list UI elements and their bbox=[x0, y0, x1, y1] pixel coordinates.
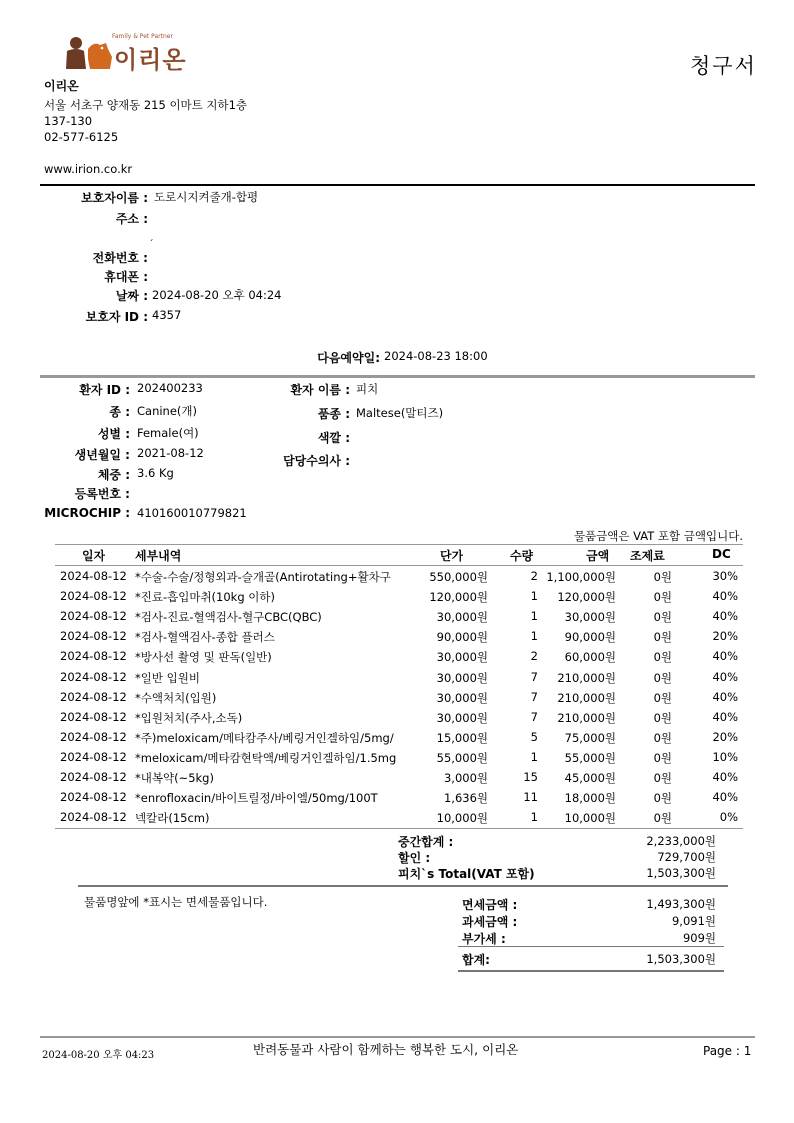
cell-qty: 1 bbox=[530, 589, 538, 604]
table-row bbox=[40, 569, 755, 589]
cell-dc: 40% bbox=[712, 709, 738, 724]
patient-name-label: 환자 이름 : bbox=[290, 383, 350, 397]
registration-label: 등록번호 : bbox=[74, 487, 130, 501]
vet-label: 담당수의사 : bbox=[283, 454, 350, 468]
document-title: 청구서 bbox=[690, 54, 757, 78]
cell-price: 30,000원 bbox=[436, 610, 488, 625]
sex: Female(여) bbox=[137, 426, 199, 440]
table-row bbox=[40, 790, 755, 810]
subtotal: 2,233,000원 bbox=[646, 834, 716, 848]
cell-qty: 1 bbox=[530, 609, 538, 624]
cell-tax: 0원 bbox=[653, 590, 672, 605]
cell-date: 2024-08-12 bbox=[60, 649, 127, 664]
date-label: 날짜 : bbox=[115, 289, 148, 303]
microchip-number: 410160010779821 bbox=[137, 506, 247, 520]
cell-date: 2024-08-12 bbox=[60, 810, 127, 825]
cell-price: 30,000원 bbox=[436, 710, 488, 725]
tax-box-bottom bbox=[458, 970, 724, 972]
cell-amount: 120,000원 bbox=[557, 590, 616, 605]
cell-dc: 40% bbox=[712, 649, 738, 664]
invoice-date: 2024-08-20 오후 04:24 bbox=[152, 288, 282, 302]
cell-amount: 90,000원 bbox=[564, 630, 616, 645]
cell-dc: 40% bbox=[712, 770, 738, 784]
table-header-line bbox=[55, 565, 743, 566]
cell-desc: *enrofloxacin/바이트릴정/바이엘/50mg/100T bbox=[135, 791, 378, 806]
cell-dc: 10% bbox=[712, 749, 738, 764]
guardian-address-label: 주소 : bbox=[115, 212, 148, 226]
next-appointment-label: 다음예약일: bbox=[317, 351, 380, 365]
vat-label: 부가세 : bbox=[462, 932, 506, 946]
cell-amount: 210,000원 bbox=[557, 670, 616, 685]
patient-divider bbox=[40, 375, 755, 378]
clinic-phone: 02-577-6125 bbox=[44, 130, 119, 144]
cell-qty: 7 bbox=[530, 709, 538, 724]
birth-label: 생년월일 : bbox=[74, 448, 130, 462]
cell-qty: 5 bbox=[530, 729, 538, 744]
cell-desc: *주)meloxicam/메타캄주사/베링거인겔하임/5mg/ bbox=[135, 730, 394, 745]
header-desc: 세부내역 bbox=[135, 549, 182, 563]
patient-name: 피치 bbox=[356, 382, 379, 396]
cell-qty: 1 bbox=[530, 629, 538, 644]
cell-qty: 1 bbox=[530, 749, 538, 764]
cell-qty: 2 bbox=[530, 569, 538, 583]
cell-desc: *검사-혈액검사-종합 플러스 bbox=[135, 630, 275, 645]
vat-amount: 909원 bbox=[682, 931, 716, 945]
birth-date: 2021-08-12 bbox=[137, 446, 204, 460]
cell-price: 15,000원 bbox=[436, 730, 488, 745]
clinic-name: 이리온 bbox=[44, 79, 79, 93]
color-label: 색깔 : bbox=[317, 431, 350, 445]
tax-sum: 1,503,300원 bbox=[646, 952, 716, 966]
cell-tax: 0원 bbox=[653, 811, 672, 826]
cell-tax: 0원 bbox=[653, 730, 672, 745]
cell-dc: 20% bbox=[712, 629, 738, 644]
cell-date: 2024-08-12 bbox=[60, 709, 127, 724]
cell-date: 2024-08-12 bbox=[60, 589, 127, 604]
species: Canine(개) bbox=[137, 404, 198, 418]
cell-desc: *진료-흡입마취(10kg 이하) bbox=[135, 590, 275, 605]
table-bottom-line bbox=[55, 828, 743, 829]
cell-date: 2024-08-12 bbox=[60, 669, 127, 684]
guardian-phone-label: 전화번호 : bbox=[92, 251, 148, 265]
header-divider bbox=[40, 184, 755, 186]
cell-price: 30,000원 bbox=[436, 670, 488, 685]
cell-desc: *방사선 촬영 및 판독(일반) bbox=[135, 650, 272, 665]
table-row bbox=[40, 750, 755, 770]
cell-dc: 0% bbox=[719, 810, 738, 825]
cell-price: 90,000원 bbox=[436, 630, 488, 645]
page-number: Page : 1 bbox=[703, 1044, 752, 1058]
cell-dc: 40% bbox=[712, 589, 738, 604]
cell-amount: 18,000원 bbox=[564, 791, 616, 806]
cell-date: 2024-08-12 bbox=[60, 729, 127, 744]
cell-dc: 30% bbox=[712, 569, 738, 583]
sex-label: 성별 : bbox=[97, 427, 130, 441]
cell-amount: 210,000원 bbox=[557, 690, 616, 705]
cell-qty: 11 bbox=[523, 790, 538, 805]
logo-tagline: Family & Pet Partner bbox=[112, 33, 173, 40]
guardian-id-label: 보호자 ID : bbox=[85, 310, 148, 324]
cell-price: 10,000원 bbox=[436, 811, 488, 826]
cell-qty: 7 bbox=[530, 689, 538, 704]
cell-amount: 10,000원 bbox=[564, 811, 616, 826]
cell-price: 1,636원 bbox=[443, 791, 488, 806]
species-label: 종 : bbox=[109, 405, 130, 419]
clinic-address: 서울 서초구 양재동 215 이마트 지하1층 bbox=[44, 98, 248, 112]
table-row bbox=[40, 730, 755, 750]
table-row bbox=[40, 690, 755, 710]
guardian-id: 4357 bbox=[152, 308, 182, 322]
table-row bbox=[40, 609, 755, 629]
table-row bbox=[40, 649, 755, 669]
table-row bbox=[40, 629, 755, 649]
cell-date: 2024-08-12 bbox=[60, 790, 127, 805]
cell-desc: *일반 입원비 bbox=[135, 670, 200, 685]
clinic-postal: 137-130 bbox=[44, 114, 93, 128]
cell-amount: 45,000원 bbox=[564, 771, 616, 785]
table-row bbox=[40, 770, 755, 790]
guardian-name-label: 보호자이름 : bbox=[81, 191, 148, 205]
breed-label: 품종 : bbox=[317, 407, 350, 421]
cell-tax: 0원 bbox=[653, 670, 672, 685]
total-label: 피치`s Total(VAT 포함) bbox=[398, 867, 535, 881]
cell-price: 30,000원 bbox=[436, 650, 488, 665]
print-time: 2024-08-20 오후 04:23 bbox=[42, 1050, 155, 1061]
discount-label: 할인 : bbox=[398, 851, 431, 865]
exempt-amount: 1,493,300원 bbox=[646, 897, 716, 911]
cell-dc: 20% bbox=[712, 729, 738, 744]
microchip-label: MICROCHIP : bbox=[44, 506, 130, 520]
cell-tax: 0원 bbox=[653, 690, 672, 705]
person-and-dog-icon bbox=[62, 35, 118, 75]
footer-divider bbox=[40, 1036, 755, 1038]
cell-tax: 0원 bbox=[653, 710, 672, 725]
weight-label: 체중 : bbox=[97, 468, 130, 482]
total: 1,503,300원 bbox=[646, 866, 716, 880]
next-appointment: 2024-08-23 18:00 bbox=[384, 349, 488, 363]
cell-dc: 40% bbox=[712, 790, 738, 805]
exempt-label: 면세금액 : bbox=[462, 898, 518, 912]
cell-dc: 40% bbox=[712, 609, 738, 624]
subtotal-label: 중간합계 : bbox=[398, 835, 454, 849]
cell-desc: *내복약(~5kg) bbox=[135, 771, 214, 785]
vat-note: 물품금액은 VAT 포함 금액입니다. bbox=[573, 529, 743, 543]
cell-tax: 0원 bbox=[653, 610, 672, 625]
cell-qty: 7 bbox=[530, 669, 538, 684]
cell-price: 120,000원 bbox=[429, 590, 488, 605]
cell-price: 55,000원 bbox=[436, 750, 488, 765]
cell-qty: 1 bbox=[530, 810, 538, 825]
clinic-website: www.irion.co.kr bbox=[44, 162, 133, 176]
guardian-mobile-label: 휴대폰 : bbox=[104, 270, 148, 284]
cell-price: 3,000원 bbox=[443, 771, 488, 785]
guardian-address-mark: ˏ bbox=[149, 232, 154, 242]
cell-tax: 0원 bbox=[653, 771, 672, 785]
cell-dc: 40% bbox=[712, 669, 738, 684]
cell-amount: 1,100,000원 bbox=[546, 570, 616, 584]
header-tax: 조제료 bbox=[630, 549, 665, 563]
cell-date: 2024-08-12 bbox=[60, 689, 127, 704]
cell-tax: 0원 bbox=[653, 750, 672, 765]
tax-sum-label: 합계: bbox=[462, 953, 490, 967]
cell-amount: 210,000원 bbox=[557, 710, 616, 725]
cell-desc: *meloxicam/메타캄현탁액/베링거인겔하임/1.5mg bbox=[135, 750, 397, 765]
table-row bbox=[40, 670, 755, 690]
cell-date: 2024-08-12 bbox=[60, 629, 127, 644]
header-date: 일자 bbox=[82, 549, 106, 563]
cell-desc: 넥칼라(15cm) bbox=[135, 811, 210, 826]
cell-price: 550,000원 bbox=[429, 570, 488, 584]
breed: Maltese(말티즈) bbox=[356, 406, 444, 420]
summary-divider bbox=[78, 885, 728, 887]
footer-slogan: 반려동물과 사람이 함께하는 행복한 도시, 이리온 bbox=[253, 1042, 519, 1057]
cell-date: 2024-08-12 bbox=[60, 609, 127, 624]
cell-qty: 15 bbox=[523, 770, 538, 784]
cell-price: 30,000원 bbox=[436, 690, 488, 705]
cell-amount: 60,000원 bbox=[564, 650, 616, 665]
table-row bbox=[40, 710, 755, 730]
cell-desc: *수술-수술/정형외과-슬개골(Antirotating+활차구 bbox=[135, 570, 391, 584]
cell-qty: 2 bbox=[530, 649, 538, 664]
cell-desc: *검사-진료-혈액검사-혈구CBC(QBC) bbox=[135, 610, 322, 625]
tax-box-divider bbox=[458, 946, 724, 947]
cell-date: 2024-08-12 bbox=[60, 749, 127, 764]
tax-exempt-note: 물품명앞에 *표시는 면세물품입니다. bbox=[84, 895, 268, 909]
cell-tax: 0원 bbox=[653, 630, 672, 645]
patient-id-label: 환자 ID : bbox=[79, 383, 130, 397]
header-qty: 수량 bbox=[510, 549, 534, 563]
patient-id: 202400233 bbox=[137, 381, 203, 395]
cell-date: 2024-08-12 bbox=[60, 569, 127, 583]
discount: 729,700원 bbox=[657, 850, 716, 864]
cell-date: 2024-08-12 bbox=[60, 770, 127, 784]
cell-amount: 75,000원 bbox=[564, 730, 616, 745]
table-top-line bbox=[55, 544, 743, 545]
weight: 3.6 Kg bbox=[137, 466, 174, 480]
header-amount: 금액 bbox=[586, 549, 610, 563]
cell-tax: 0원 bbox=[653, 791, 672, 806]
taxable-amount: 9,091원 bbox=[671, 914, 716, 928]
cell-tax: 0원 bbox=[653, 650, 672, 665]
cell-desc: *수액처치(입원) bbox=[135, 690, 217, 705]
guardian-name: 도로시지켜줄개-합평 bbox=[154, 190, 259, 204]
cell-amount: 30,000원 bbox=[564, 610, 616, 625]
cell-amount: 55,000원 bbox=[564, 750, 616, 765]
cell-dc: 40% bbox=[712, 689, 738, 704]
header-dc: DC bbox=[712, 547, 731, 561]
table-header bbox=[40, 547, 755, 567]
taxable-label: 과세금액 : bbox=[462, 915, 518, 929]
logo-text: 이리온 bbox=[114, 46, 187, 74]
header-price: 단가 bbox=[440, 549, 464, 563]
cell-desc: *입원처치(주사,소독) bbox=[135, 710, 243, 725]
cell-tax: 0원 bbox=[653, 570, 672, 584]
table-row bbox=[40, 589, 755, 609]
